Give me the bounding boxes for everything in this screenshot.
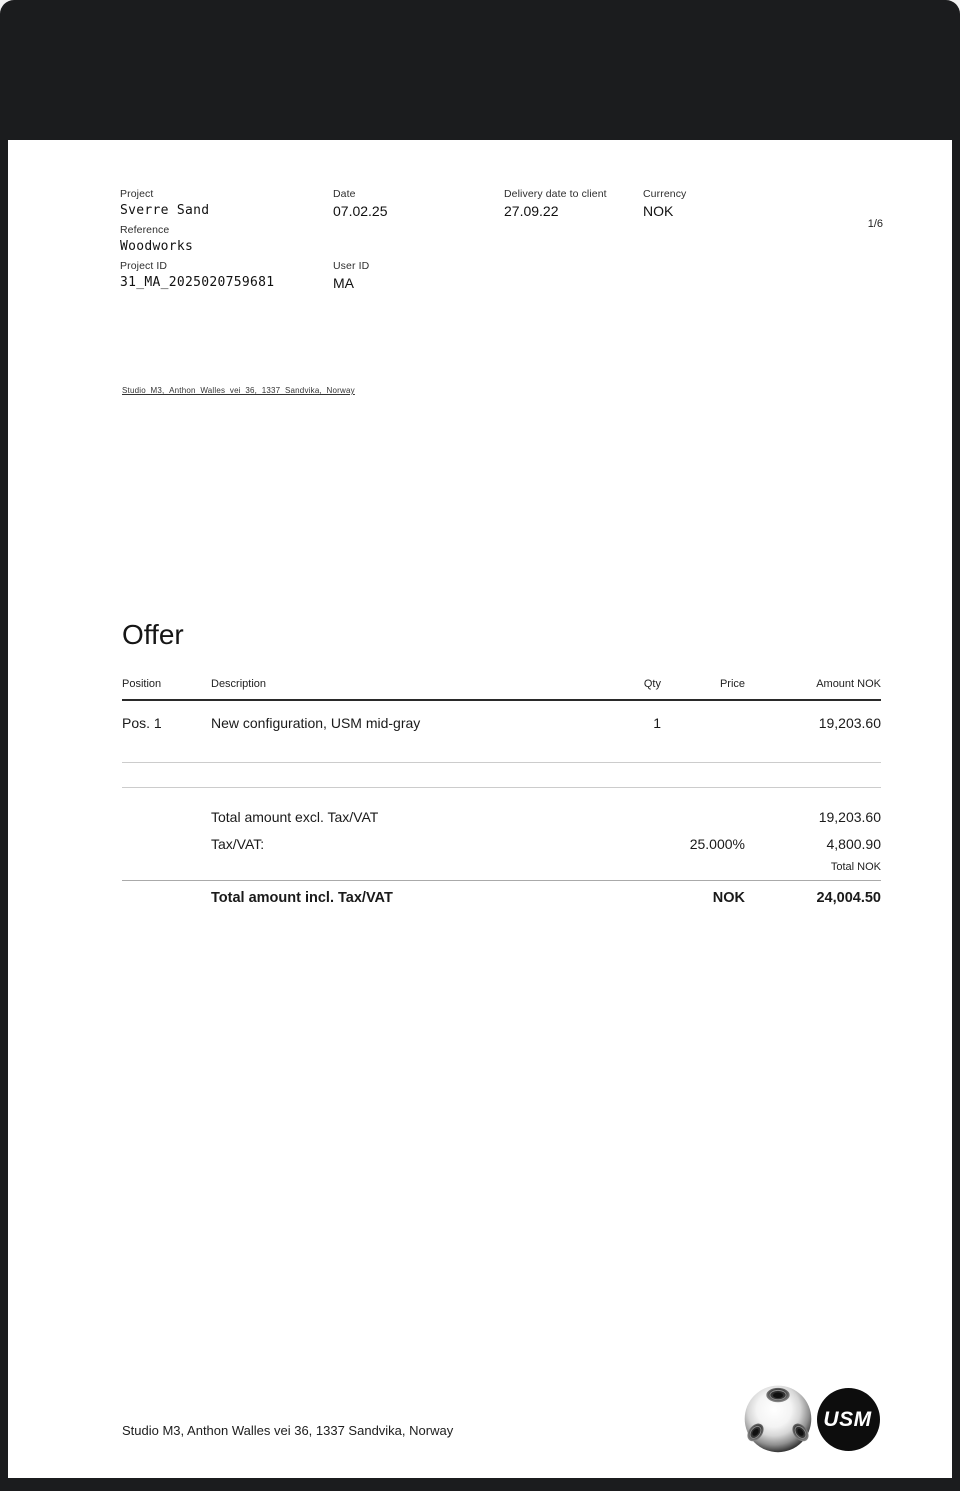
currency-label: Currency (643, 188, 687, 200)
user-id-value: MA (333, 275, 354, 291)
row-separator (122, 762, 881, 763)
total-nok-label: Total NOK (830, 861, 881, 873)
reference-label: Reference (120, 224, 170, 236)
field-project-id (120, 260, 274, 290)
delivery-date-value: 27.09.22 (504, 203, 559, 219)
row-description: New configuration, USM mid-gray (211, 715, 421, 731)
usm-logo (817, 1388, 880, 1451)
row-position: Pos. 1 (122, 715, 162, 731)
header-qty: Qty (643, 678, 661, 690)
user-id-label: User ID (333, 260, 370, 272)
total-excl-row (122, 809, 881, 825)
field-project (120, 188, 209, 218)
total-incl-row (122, 881, 881, 906)
table-row (122, 701, 881, 731)
offer-title: Offer (122, 619, 184, 650)
usm-ball-icon (742, 1382, 814, 1454)
field-delivery-date (504, 188, 607, 219)
field-currency (643, 188, 686, 219)
reference-value: Woodworks (120, 239, 194, 254)
field-date (333, 188, 388, 219)
project-id-value: 31_MA_2025020759681 (120, 275, 275, 290)
field-user-id (333, 260, 369, 291)
header-price: Price (719, 678, 745, 690)
total-incl-amount: 24,004.50 (816, 890, 881, 906)
currency-value: NOK (643, 203, 674, 219)
offer-table (122, 678, 881, 906)
tax-amount: 4,800.90 (826, 836, 881, 852)
header-description: Description (211, 678, 267, 690)
tax-label: Tax/VAT: (211, 836, 265, 852)
row-separator (122, 787, 881, 788)
total-excl-amount: 19,203.60 (818, 809, 881, 825)
project-value: Sverre Sand (120, 203, 210, 218)
field-reference (120, 224, 193, 254)
tax-row (122, 836, 881, 852)
table-header-row (122, 678, 881, 701)
total-incl-label: Total amount incl. Tax/VAT (211, 890, 393, 906)
project-id-label: Project ID (120, 260, 168, 272)
total-excl-label: Total amount excl. Tax/VAT (211, 809, 379, 825)
date-value: 07.02.25 (333, 203, 388, 219)
header-amount: Amount NOK (816, 678, 881, 690)
row-amount: 19,203.60 (818, 715, 881, 731)
row-qty: 1 (653, 715, 661, 731)
project-label: Project (120, 188, 154, 200)
delivery-date-label: Delivery date to client (504, 188, 607, 200)
date-label: Date (333, 188, 356, 200)
footer-address: Studio M3, Anthon Walles vei 36, 1337 Sandvika, Norway (122, 1423, 454, 1438)
page-indicator: 1/6 (867, 218, 883, 230)
total-incl-currency: NOK (712, 890, 745, 906)
studio-address-link[interactable]: Studio_M3,_Anthon_Walles_vei_36,_1337_Sandvika,_Norway (122, 386, 355, 395)
tax-rate: 25.000% (689, 836, 745, 852)
header-position: Position (122, 678, 162, 690)
document-page (8, 140, 952, 1478)
usm-logo-text: USM (823, 1407, 872, 1431)
